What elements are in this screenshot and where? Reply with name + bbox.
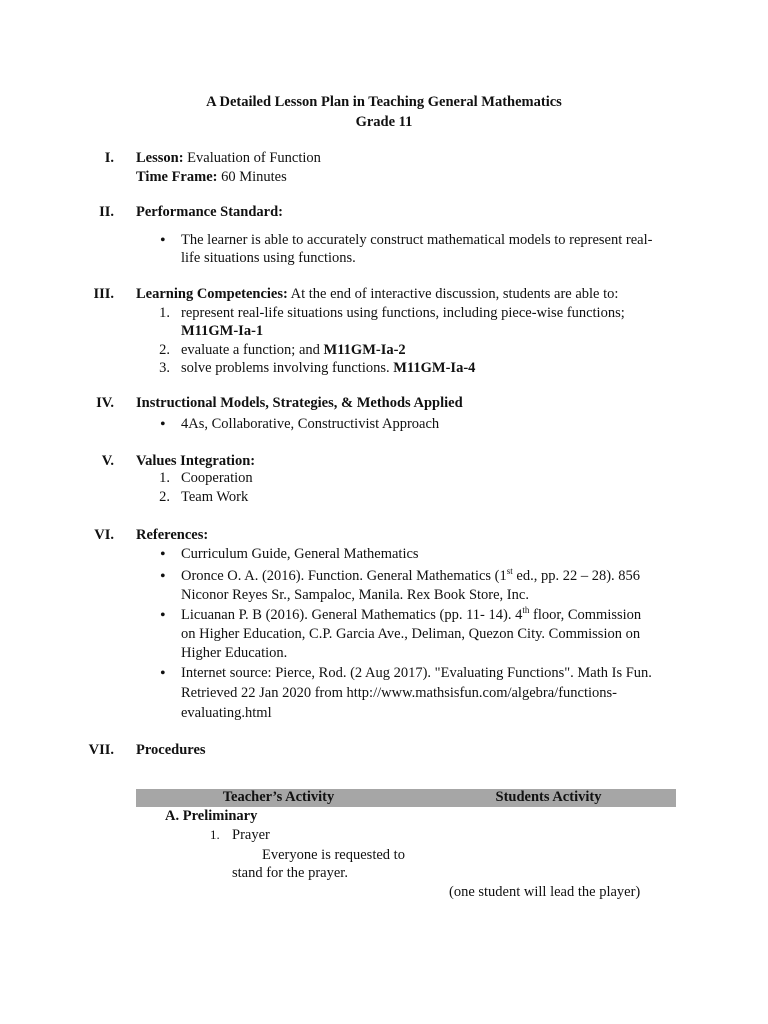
section-numeral-4: IV.	[96, 395, 114, 411]
bullet-icon	[160, 573, 168, 581]
document-subtitle: Grade 11	[355, 114, 413, 130]
performance-standard-text-1: The learner is able to accurately construct mathematical models to represent real-	[181, 232, 653, 248]
reference-2-text-a: Oronce O. A. (2016). Function. General Mathematics (1	[181, 568, 507, 584]
bullet-icon	[160, 421, 168, 429]
time-frame-line	[136, 169, 287, 186]
section-numeral-2: II.	[99, 204, 114, 220]
competency-1-code: M11GM-Ia-1	[181, 323, 264, 339]
bullet-icon	[160, 551, 168, 559]
reference-3-sup: th	[522, 605, 530, 616]
procedures-heading: Procedures	[136, 742, 206, 758]
lesson-value: Evaluation of Function	[187, 150, 321, 166]
competency-3-code: M11GM-Ia-4	[393, 360, 476, 376]
instructional-models-text: 4As, Collaborative, Constructivist Approach	[181, 416, 440, 432]
document-title: A Detailed Lesson Plan in Teaching General Mathematics	[206, 94, 562, 110]
prayer-instruction-line-2: stand for the prayer.	[232, 865, 348, 881]
prayer-instruction-line-1: Everyone is requested to	[262, 847, 405, 863]
competency-3	[181, 360, 475, 377]
bullet-icon	[160, 612, 168, 620]
competency-2	[181, 342, 406, 359]
reference-1: Curriculum Guide, General Mathematics	[181, 546, 419, 562]
section-numeral-3: III.	[93, 286, 114, 302]
learning-competencies-heading: Learning Competencies:	[136, 286, 288, 302]
reference-3-text-a: Licuanan P. B (2016). General Mathematics (pp. 11- 14). 4	[181, 607, 523, 623]
list-number: 2.	[159, 489, 170, 505]
list-number: 1.	[159, 470, 170, 486]
list-number: 1.	[159, 305, 170, 321]
reference-2-line-1	[181, 568, 640, 585]
performance-standard-text-2: life situations using functions.	[181, 250, 356, 266]
reference-3-line-1	[181, 607, 641, 624]
time-frame-label: Time Frame:	[136, 169, 218, 185]
reference-3-line-2: on Higher Education, C.P. Garcia Ave., Deliman, Quezon City. Commission on	[181, 626, 641, 642]
reference-2-sup: st	[506, 566, 513, 577]
reference-3-line-3: Higher Education.	[181, 645, 288, 661]
value-item-1: Cooperation	[181, 470, 253, 486]
learning-competencies-line	[136, 286, 618, 303]
student-response: (one student will lead the player)	[449, 884, 641, 900]
competency-1-text: represent real-life situations using functions, including piece-wise functions;	[181, 305, 625, 321]
reference-2-line-2: Niconor Reyes Sr., Sampaloc, Manila. Rex Book Store, Inc.	[181, 587, 529, 603]
teacher-activity-header: Teacher’s Activity	[222, 789, 335, 805]
section-numeral-6: VI.	[94, 527, 114, 543]
lesson-label: Lesson:	[136, 150, 184, 166]
step-number: 1.	[210, 827, 220, 842]
list-number: 2.	[159, 342, 170, 358]
section-numeral-1: I.	[104, 150, 114, 166]
bullet-icon	[160, 670, 168, 678]
value-item-2: Team Work	[181, 489, 249, 505]
references-heading: References:	[136, 527, 209, 543]
reference-4-line-3: evaluating.html	[181, 705, 272, 721]
list-number: 3.	[159, 360, 170, 376]
performance-standard-heading: Performance Standard:	[136, 204, 283, 220]
bullet-icon	[160, 237, 168, 245]
reference-4-line-2: Retrieved 22 Jan 2020 from http://www.mathsisfun.com/algebra/functions-	[181, 685, 617, 701]
part-a-preliminary: A. Preliminary	[165, 808, 258, 824]
reference-3-text-b: floor, Commission	[529, 607, 642, 623]
students-activity-header: Students Activity	[495, 789, 602, 805]
competency-2-code: M11GM-Ia-2	[323, 342, 406, 358]
step-prayer-label: Prayer	[232, 827, 270, 843]
time-frame-value: 60 Minutes	[221, 169, 287, 185]
competency-2-text: evaluate a function; and	[181, 342, 320, 358]
competency-3-text: solve problems involving functions.	[181, 360, 390, 376]
learning-competencies-intro: At the end of interactive discussion, students are able to:	[290, 286, 619, 302]
instructional-models-heading: Instructional Models, Strategies, & Methods Applied	[136, 395, 463, 411]
reference-4-line-1: Internet source: Pierce, Rod. (2 Aug 2017). "Evaluating Functions". Math Is Fun.	[181, 665, 652, 681]
reference-2-text-b: ed., pp. 22 – 28). 856	[512, 568, 641, 584]
lesson-line	[136, 150, 321, 167]
section-numeral-5: V.	[101, 453, 114, 469]
values-integration-heading: Values Integration:	[136, 453, 256, 469]
section-numeral-7: VII.	[88, 742, 114, 758]
